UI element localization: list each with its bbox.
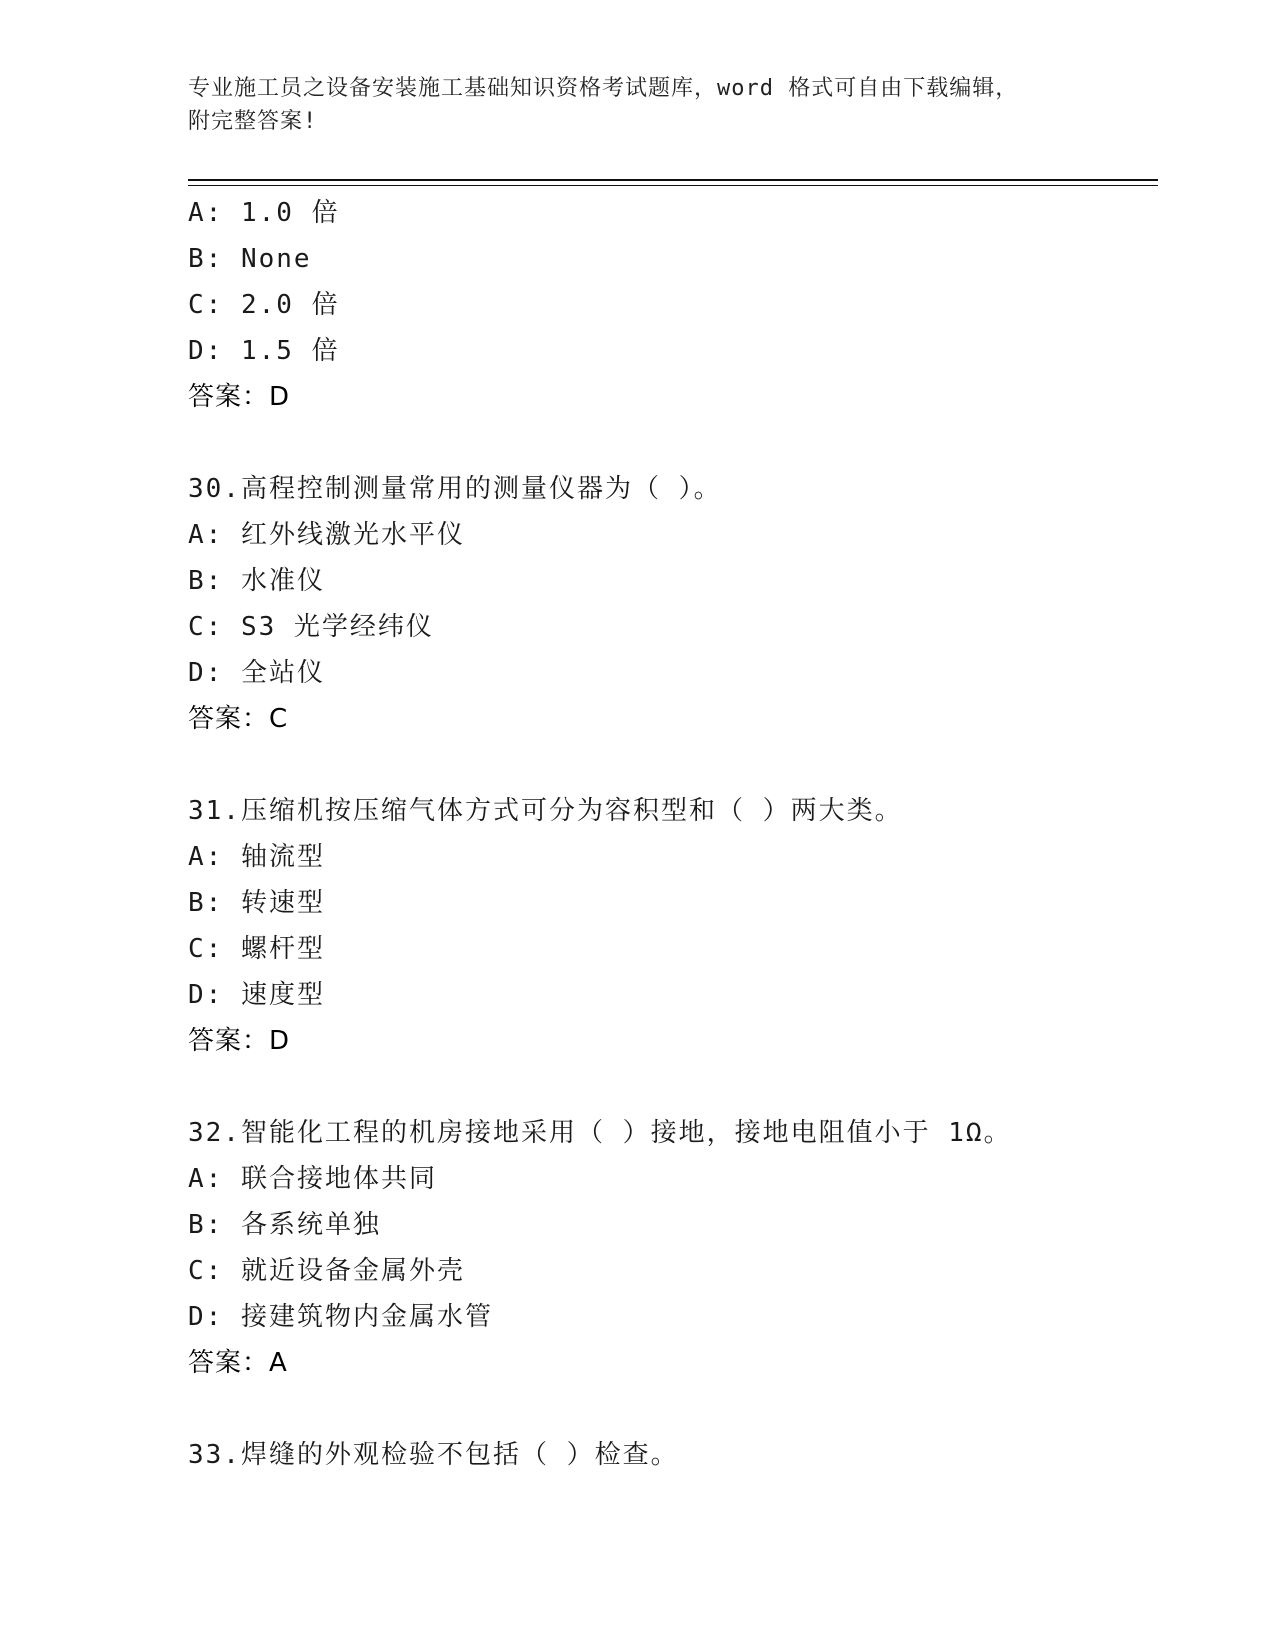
question-31 — [188, 788, 1158, 1064]
option-b: B: 水准仪 — [188, 566, 325, 596]
question-30 — [188, 466, 1158, 742]
question-list — [188, 190, 1158, 1478]
spacer — [188, 420, 1158, 466]
option-d: D: 接建筑物内金属水管 — [188, 1302, 493, 1332]
option-b: B: None — [188, 244, 312, 274]
question-stem: 32.智能化工程的机房接地采用（ ）接地，接地电阻值小于 1Ω。 — [188, 1118, 1012, 1148]
question-stem: 33.焊缝的外观检验不包括（ ）检查。 — [188, 1440, 679, 1470]
header-divider-thin — [188, 185, 1158, 186]
option-c: C: 螺杆型 — [188, 934, 325, 964]
option-a: A: 联合接地体共同 — [188, 1164, 437, 1194]
option-a: A: 红外线激光水平仪 — [188, 520, 465, 550]
question-stem: 31.压缩机按压缩气体方式可分为容积型和（ ）两大类。 — [188, 796, 903, 826]
header-line-1: 专业施工员之设备安装施工基础知识资格考试题库，word 格式可自由下载编辑， — [188, 76, 1019, 101]
option-b: B: 各系统单独 — [188, 1210, 381, 1240]
option-d: D: 1.5 倍 — [188, 336, 340, 366]
option-d: D: 全站仪 — [188, 658, 325, 688]
option-a: A: 轴流型 — [188, 842, 325, 872]
option-a: A: 1.0 倍 — [188, 198, 340, 228]
option-b: B: 转速型 — [188, 888, 325, 918]
option-c: C: S3 光学经纬仪 — [188, 612, 434, 642]
question-stem: 30.高程控制测量常用的测量仪器为（ ）。 — [188, 474, 722, 504]
answer: 答案：A — [188, 1348, 288, 1378]
option-d: D: 速度型 — [188, 980, 325, 1010]
header-divider-thick — [188, 179, 1158, 181]
question-32 — [188, 1110, 1158, 1386]
option-c: C: 2.0 倍 — [188, 290, 340, 320]
document-header — [188, 72, 1088, 138]
spacer — [188, 1386, 1158, 1432]
spacer — [188, 1064, 1158, 1110]
header-line-2: 附完整答案! — [188, 109, 318, 134]
answer: 答案：C — [188, 704, 289, 734]
answer: 答案：D — [188, 382, 291, 412]
answer: 答案：D — [188, 1026, 291, 1056]
question-29-continued — [188, 190, 1158, 420]
question-33 — [188, 1432, 1158, 1478]
option-c: C: 就近设备金属外壳 — [188, 1256, 465, 1286]
spacer — [188, 742, 1158, 788]
